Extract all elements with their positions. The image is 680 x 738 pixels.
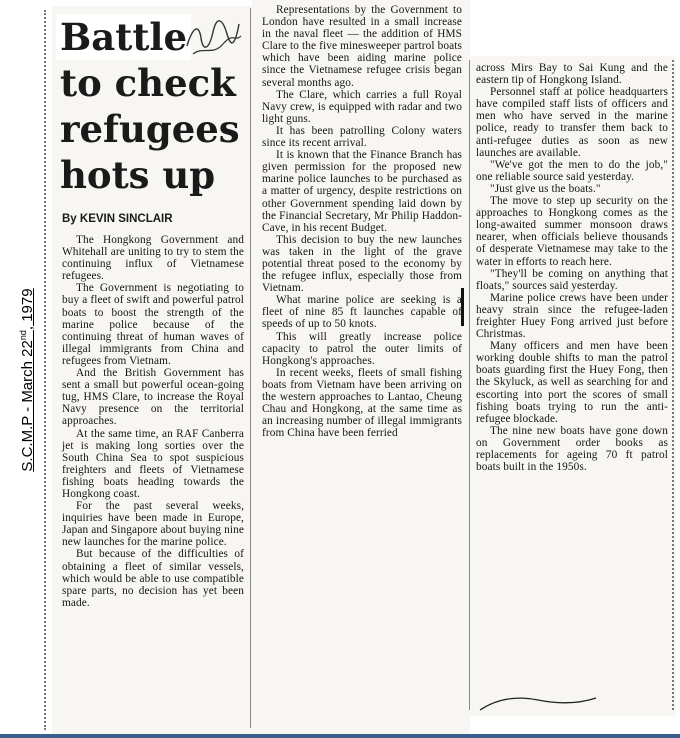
byline: By KEVIN SINCLAIR [62, 213, 173, 225]
bottom-border [0, 734, 680, 738]
paragraph: At the same time, an RAF Canberra jet is making long sorties over the South China Sea to spot suspicious freighters and fleets of Vietnamese fishing boats heading towards the Hongkong coast. [62, 427, 244, 500]
source-note-text [18, 288, 36, 471]
paragraph: Many officers and men have been working double shifts to man the patrol boats guarding first the Huey Fong, then the Skyluck, as well as searching for and escorting into port the scores of small fishing boats trying to run the anti-refugee blockade. [476, 340, 668, 425]
source-note-ordinal: nd [18, 330, 28, 341]
paragraph: The nine new boats have gone down on Government order books as replacements for ageing 70 ft patrol boats built in the 1950s. [476, 424, 668, 474]
paragraph: The move to step up security on the approaches to Hongkong comes as the long-awaited summer monsoon draws nearer, when officials believe thousands of desperate Vietnamese may take to the water in efforts to reach here. [476, 195, 668, 268]
paragraph: This decision to buy the new launches was taken in the light of the grave potential threat posed to the economy by the refugee influx, especially those from Vietnam. [262, 233, 462, 295]
paragraph: The Government is negotiating to buy a fleet of swift and powerful patrol boats to boost the strength of the marine police because of the continuing threat of human waves of illegal immigrants from China and refugees from Vietnam. [62, 282, 244, 367]
headline-line-2: to check [60, 61, 236, 105]
paragraph: Personnel staff at police headquarters have compiled staff lists of officers and men who have served in the marine police, ready to transfer them back to anti-refugee duties as soon as new launches are available. [476, 86, 668, 159]
paragraph: What marine police are seeking is a fleet of nine 85 ft launches capable of speeds of up to 50 knots. [262, 294, 462, 331]
paragraph: "Just give us the boats." [490, 182, 601, 195]
source-note-date: S.C.M.P - March 22 [19, 340, 36, 472]
paragraph: In recent weeks, fleets of small fishing boats from Vietnam have been arriving on the western approaches to Lantao, Cheung Chau and Hongkong, at the same time as an increasing number of illegal immigrants from China have been ferried [262, 366, 462, 440]
paragraph: The Clare, which carries a full Royal Navy crew, is equipped with radar and two light guns. [262, 88, 462, 125]
torn-edge-right [672, 60, 674, 710]
article-column-2 [262, 4, 462, 439]
paragraph: And the British Government has sent a small but powerful ocean-going tug, HMS Clare, to increase the Royal Navy presence on the territorial approaches. [62, 367, 244, 428]
paragraph: "We've got the men to do the job," one reliable source said yesterday. [476, 158, 668, 183]
headline-line-4: hots up [60, 153, 216, 197]
paragraph: This will greatly increase police capacity to patrol the outer limits of Hongkong's approaches. [262, 330, 462, 367]
paragraph: across Mirs Bay to Sai Kung and the eastern tip of Hongkong Island. [476, 62, 668, 87]
paragraph: The Hongkong Government and Whitehall are uniting to try to stem the continuing influx of Vietnamese refugees. [62, 234, 244, 283]
article-column-3 [476, 62, 668, 473]
column-rule-right [469, 60, 470, 710]
torn-edge-left [44, 10, 46, 730]
headline-line-3: refugees [60, 107, 240, 151]
column-rule-left [250, 8, 251, 728]
handwritten-note-scribble [183, 16, 243, 58]
pen-underline-mark [478, 694, 598, 714]
source-note [14, 240, 40, 520]
paragraph: Representations by the Government to London have resulted in a small increase in the naval fleet — the addition of HMS Clare to the five minesweeper partrol boats which have been aiding marine police since the Vietnamese refugee crisis began several months ago. [262, 4, 462, 89]
paragraph: Marine police crews have been under heavy strain since the refugee-laden freighter Huey Fong arrived just before Christmas. [476, 291, 668, 341]
source-note-year: , 1979 [19, 288, 36, 331]
headline-line-1: Battle [56, 14, 191, 60]
paragraph: But because of the difficulties of obtaining a fleet of similar vessels, which would be able to use compatible spare parts, no decision has yet been made. [62, 548, 244, 609]
article-column-1 [62, 234, 244, 609]
paragraph: It is known that the Finance Branch has given permission for the proposed new marine police launches to be purchased as a matter of urgency, despite restrictions on other Government spending laid down by the Financial Secretary, Mr Philip Haddon-Cave, in his recent Budget. [262, 149, 462, 234]
paragraph: "They'll be coming on anything that floats," sources said yesterday. [476, 267, 668, 292]
paragraph: For the past several weeks, inquiries have been made in Europe, Japan and Singapore about buying nine new launches for the marine police. [62, 500, 244, 549]
paragraph: It has been patrolling Colony waters since its recent arrival. [262, 124, 462, 150]
